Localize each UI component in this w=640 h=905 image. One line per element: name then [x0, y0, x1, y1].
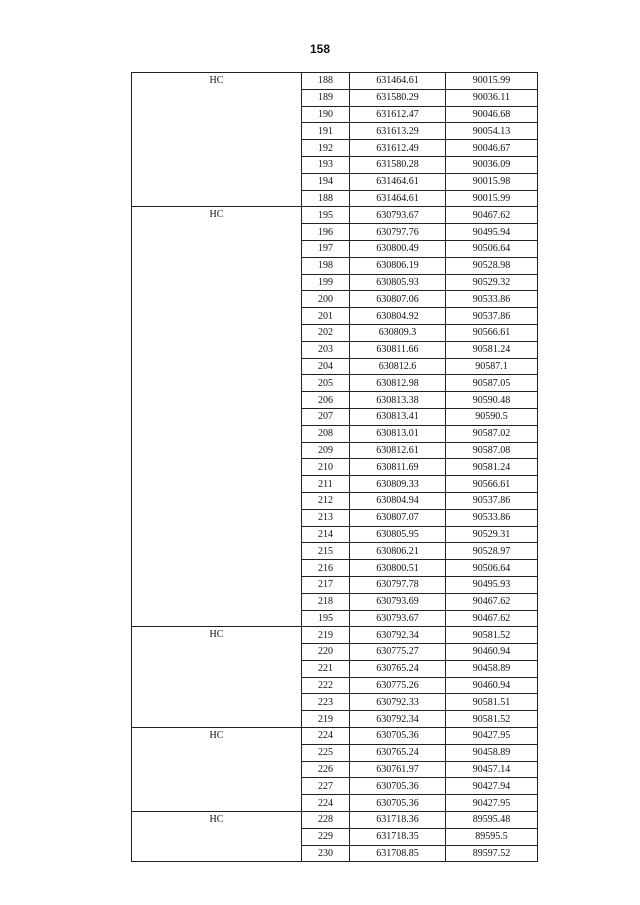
- point-number-cell: 193: [302, 156, 350, 173]
- point-number-cell: 218: [302, 593, 350, 610]
- y-coordinate-cell: 90528.97: [446, 543, 538, 560]
- point-number-cell: 208: [302, 425, 350, 442]
- x-coordinate-cell: 630705.36: [350, 728, 446, 745]
- table-row: [132, 73, 538, 90]
- y-coordinate-cell: 90581.24: [446, 341, 538, 358]
- y-coordinate-cell: 90054.13: [446, 123, 538, 140]
- y-coordinate-cell: 90460.94: [446, 677, 538, 694]
- x-coordinate-cell: 630811.69: [350, 459, 446, 476]
- x-coordinate-cell: 630765.24: [350, 660, 446, 677]
- x-coordinate-cell: 630813.01: [350, 425, 446, 442]
- y-coordinate-cell: 90506.64: [446, 240, 538, 257]
- coordinates-table: [131, 72, 538, 862]
- point-number-cell: 195: [302, 610, 350, 627]
- point-number-cell: 207: [302, 408, 350, 425]
- point-number-cell: 202: [302, 324, 350, 341]
- x-coordinate-cell: 630800.51: [350, 560, 446, 577]
- y-coordinate-cell: 90581.52: [446, 711, 538, 728]
- y-coordinate-cell: 90467.62: [446, 593, 538, 610]
- y-coordinate-cell: 90015.99: [446, 73, 538, 90]
- x-coordinate-cell: 631718.36: [350, 812, 446, 829]
- x-coordinate-cell: 630775.26: [350, 677, 446, 694]
- point-number-cell: 194: [302, 173, 350, 190]
- point-number-cell: 227: [302, 778, 350, 795]
- y-coordinate-cell: 90495.94: [446, 224, 538, 241]
- y-coordinate-cell: 90566.61: [446, 476, 538, 493]
- x-coordinate-cell: 631580.28: [350, 156, 446, 173]
- y-coordinate-cell: 90533.86: [446, 509, 538, 526]
- x-coordinate-cell: 630797.78: [350, 576, 446, 593]
- x-coordinate-cell: 631612.47: [350, 106, 446, 123]
- point-number-cell: 191: [302, 123, 350, 140]
- y-coordinate-cell: 90529.31: [446, 526, 538, 543]
- table-row: [132, 728, 538, 745]
- group-label-cell: НС: [132, 812, 302, 862]
- y-coordinate-cell: 89595.5: [446, 828, 538, 845]
- point-number-cell: 221: [302, 660, 350, 677]
- x-coordinate-cell: 630775.27: [350, 644, 446, 661]
- x-coordinate-cell: 630805.93: [350, 274, 446, 291]
- y-coordinate-cell: 90587.02: [446, 425, 538, 442]
- point-number-cell: 201: [302, 308, 350, 325]
- x-coordinate-cell: 630813.41: [350, 408, 446, 425]
- x-coordinate-cell: 630812.61: [350, 442, 446, 459]
- y-coordinate-cell: 90458.89: [446, 660, 538, 677]
- point-number-cell: 198: [302, 257, 350, 274]
- point-number-cell: 195: [302, 207, 350, 224]
- x-coordinate-cell: 630804.94: [350, 492, 446, 509]
- x-coordinate-cell: 631613.29: [350, 123, 446, 140]
- point-number-cell: 216: [302, 560, 350, 577]
- y-coordinate-cell: 90587.08: [446, 442, 538, 459]
- y-coordinate-cell: 90467.62: [446, 610, 538, 627]
- x-coordinate-cell: 630805.95: [350, 526, 446, 543]
- table-row: [132, 812, 538, 829]
- point-number-cell: 213: [302, 509, 350, 526]
- x-coordinate-cell: 630765.24: [350, 744, 446, 761]
- point-number-cell: 210: [302, 459, 350, 476]
- y-coordinate-cell: 90427.95: [446, 795, 538, 812]
- x-coordinate-cell: 630793.69: [350, 593, 446, 610]
- point-number-cell: 217: [302, 576, 350, 593]
- y-coordinate-cell: 90529.32: [446, 274, 538, 291]
- point-number-cell: 229: [302, 828, 350, 845]
- x-coordinate-cell: 630812.98: [350, 375, 446, 392]
- point-number-cell: 219: [302, 627, 350, 644]
- y-coordinate-cell: 89595.48: [446, 812, 538, 829]
- y-coordinate-cell: 90533.86: [446, 291, 538, 308]
- point-number-cell: 222: [302, 677, 350, 694]
- page-number: 158: [309, 42, 331, 56]
- x-coordinate-cell: 630761.97: [350, 761, 446, 778]
- point-number-cell: 203: [302, 341, 350, 358]
- y-coordinate-cell: 90036.11: [446, 89, 538, 106]
- y-coordinate-cell: 90015.99: [446, 190, 538, 207]
- point-number-cell: 223: [302, 694, 350, 711]
- y-coordinate-cell: 90528.98: [446, 257, 538, 274]
- point-number-cell: 225: [302, 744, 350, 761]
- x-coordinate-cell: 631464.61: [350, 190, 446, 207]
- x-coordinate-cell: 630793.67: [350, 207, 446, 224]
- y-coordinate-cell: 90581.51: [446, 694, 538, 711]
- x-coordinate-cell: 630804.92: [350, 308, 446, 325]
- point-number-cell: 215: [302, 543, 350, 560]
- x-coordinate-cell: 630705.36: [350, 795, 446, 812]
- point-number-cell: 230: [302, 845, 350, 862]
- x-coordinate-cell: 630807.07: [350, 509, 446, 526]
- point-number-cell: 199: [302, 274, 350, 291]
- point-number-cell: 197: [302, 240, 350, 257]
- y-coordinate-cell: 90046.68: [446, 106, 538, 123]
- y-coordinate-cell: 90015.98: [446, 173, 538, 190]
- point-number-cell: 211: [302, 476, 350, 493]
- point-number-cell: 219: [302, 711, 350, 728]
- point-number-cell: 192: [302, 140, 350, 157]
- table-row: [132, 207, 538, 224]
- x-coordinate-cell: 631464.61: [350, 73, 446, 90]
- y-coordinate-cell: 90566.61: [446, 324, 538, 341]
- x-coordinate-cell: 630812.6: [350, 358, 446, 375]
- x-coordinate-cell: 631464.61: [350, 173, 446, 190]
- point-number-cell: 206: [302, 392, 350, 409]
- y-coordinate-cell: 90590.5: [446, 408, 538, 425]
- x-coordinate-cell: 630806.19: [350, 257, 446, 274]
- point-number-cell: 188: [302, 190, 350, 207]
- point-number-cell: 224: [302, 728, 350, 745]
- point-number-cell: 224: [302, 795, 350, 812]
- x-coordinate-cell: 630792.34: [350, 711, 446, 728]
- y-coordinate-cell: 90036.09: [446, 156, 538, 173]
- point-number-cell: 205: [302, 375, 350, 392]
- group-label-cell: НС: [132, 207, 302, 627]
- y-coordinate-cell: 90460.94: [446, 644, 538, 661]
- x-coordinate-cell: 630705.36: [350, 778, 446, 795]
- x-coordinate-cell: 630797.76: [350, 224, 446, 241]
- y-coordinate-cell: 90427.95: [446, 728, 538, 745]
- table-row: [132, 627, 538, 644]
- y-coordinate-cell: 90046.67: [446, 140, 538, 157]
- point-number-cell: 204: [302, 358, 350, 375]
- x-coordinate-cell: 630792.34: [350, 627, 446, 644]
- y-coordinate-cell: 90537.86: [446, 492, 538, 509]
- y-coordinate-cell: 90590.48: [446, 392, 538, 409]
- y-coordinate-cell: 90506.64: [446, 560, 538, 577]
- point-number-cell: 196: [302, 224, 350, 241]
- group-label-cell: НС: [132, 73, 302, 207]
- point-number-cell: 188: [302, 73, 350, 90]
- y-coordinate-cell: 90458.89: [446, 744, 538, 761]
- point-number-cell: 209: [302, 442, 350, 459]
- y-coordinate-cell: 90495.93: [446, 576, 538, 593]
- point-number-cell: 190: [302, 106, 350, 123]
- x-coordinate-cell: 631580.29: [350, 89, 446, 106]
- y-coordinate-cell: 90457.14: [446, 761, 538, 778]
- point-number-cell: 220: [302, 644, 350, 661]
- x-coordinate-cell: 631612.49: [350, 140, 446, 157]
- x-coordinate-cell: 631718.35: [350, 828, 446, 845]
- y-coordinate-cell: 90537.86: [446, 308, 538, 325]
- y-coordinate-cell: 90587.1: [446, 358, 538, 375]
- group-label-cell: НС: [132, 627, 302, 728]
- y-coordinate-cell: 89597.52: [446, 845, 538, 862]
- y-coordinate-cell: 90427.94: [446, 778, 538, 795]
- x-coordinate-cell: 630813.38: [350, 392, 446, 409]
- coordinates-table-body: [132, 73, 538, 862]
- x-coordinate-cell: 630800.49: [350, 240, 446, 257]
- point-number-cell: 200: [302, 291, 350, 308]
- x-coordinate-cell: 630809.33: [350, 476, 446, 493]
- point-number-cell: 226: [302, 761, 350, 778]
- x-coordinate-cell: 630806.21: [350, 543, 446, 560]
- y-coordinate-cell: 90581.24: [446, 459, 538, 476]
- point-number-cell: 214: [302, 526, 350, 543]
- x-coordinate-cell: 630809.3: [350, 324, 446, 341]
- x-coordinate-cell: 631708.85: [350, 845, 446, 862]
- group-label-cell: НС: [132, 728, 302, 812]
- x-coordinate-cell: 630793.67: [350, 610, 446, 627]
- point-number-cell: 228: [302, 812, 350, 829]
- x-coordinate-cell: 630811.66: [350, 341, 446, 358]
- y-coordinate-cell: 90587.05: [446, 375, 538, 392]
- y-coordinate-cell: 90467.62: [446, 207, 538, 224]
- x-coordinate-cell: 630807.06: [350, 291, 446, 308]
- y-coordinate-cell: 90581.52: [446, 627, 538, 644]
- x-coordinate-cell: 630792.33: [350, 694, 446, 711]
- point-number-cell: 212: [302, 492, 350, 509]
- point-number-cell: 189: [302, 89, 350, 106]
